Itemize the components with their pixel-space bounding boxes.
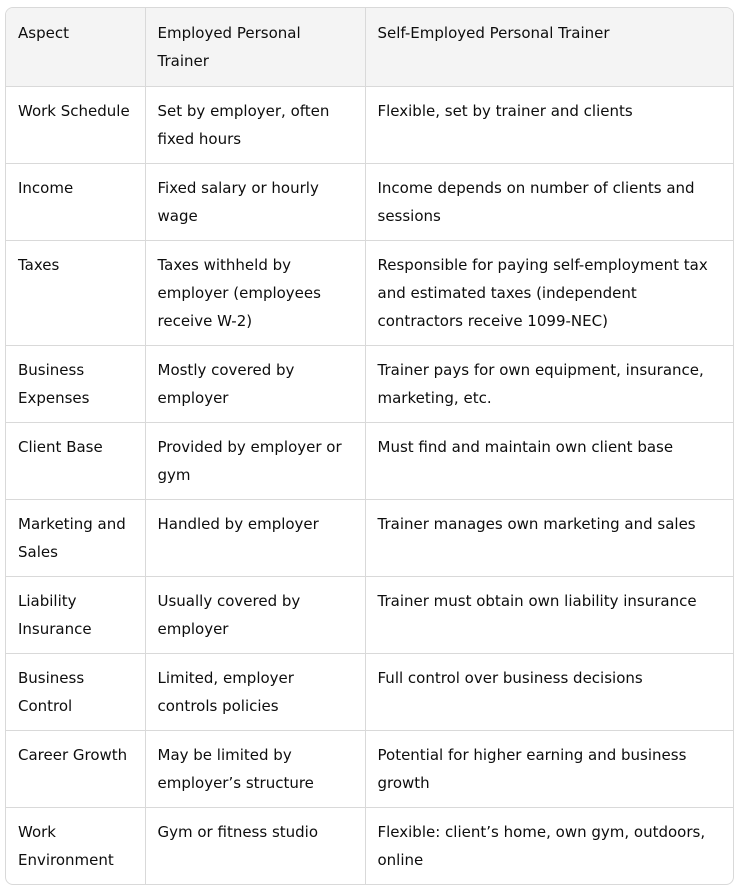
cell-self-employed: Flexible, set by trainer and clients	[365, 87, 733, 164]
cell-employed: Usually covered by employer	[145, 577, 365, 654]
cell-self-employed: Flexible: client’s home, own gym, outdoors, online	[377, 823, 706, 869]
cell-self-employed: Trainer must obtain own liability insurance	[365, 577, 733, 654]
table-row	[6, 241, 733, 346]
table-row	[6, 164, 733, 241]
cell-employed: Mostly covered by employer	[145, 346, 365, 423]
cell-self-employed: Trainer manages own marketing and sales	[365, 500, 733, 577]
table-row	[6, 731, 733, 808]
cell-self-employed: Potential for higher earning and business growth	[365, 731, 733, 808]
cell-self-employed: Trainer pays for own equipment, insurance, marketing, etc.	[365, 346, 733, 423]
cell-self-employed: Full control over business decisions	[365, 654, 733, 731]
cell-employed: Set by employer, often fixed hours	[145, 87, 365, 164]
cell-aspect: Business Control	[6, 654, 145, 731]
cell-aspect: Client Base	[6, 423, 145, 500]
cell-aspect: Work Environment	[6, 808, 145, 885]
cell-employed: Gym or fitness studio	[145, 808, 365, 885]
table-row	[6, 808, 733, 885]
cell-aspect: Business Expenses	[6, 346, 145, 423]
table-row	[6, 346, 733, 423]
table-body	[6, 87, 733, 885]
cell-employed: Taxes withheld by employer (employees receive W-2)	[145, 241, 365, 346]
cell-employed: Handled by employer	[145, 500, 365, 577]
cell-self-employed: Responsible for paying self-employment tax and estimated taxes (independent contractors receive 1099-NEC)	[365, 241, 733, 346]
table-row	[6, 654, 733, 731]
cell-employed: Provided by employer or gym	[145, 423, 365, 500]
cell-self-employed: Must find and maintain own client base	[365, 423, 733, 500]
header-row	[6, 8, 733, 87]
header-self-employed: Self-Employed Personal Trainer	[365, 8, 733, 87]
table-row	[6, 87, 733, 164]
cell-aspect: Liability Insurance	[6, 577, 145, 654]
table-header	[6, 8, 733, 87]
cell-aspect: Taxes	[6, 241, 145, 346]
cell-aspect: Marketing and Sales	[6, 500, 145, 577]
cell-aspect: Work Schedule	[6, 87, 145, 164]
cell-employed: Limited, employer controls policies	[145, 654, 365, 731]
table-row	[6, 577, 733, 654]
cell-employed: May be limited by employer’s structure	[145, 731, 365, 808]
cell-employed: Fixed salary or hourly wage	[145, 164, 365, 241]
header-aspect: Aspect	[6, 8, 145, 87]
cell-aspect: Career Growth	[6, 731, 145, 808]
cell-aspect: Income	[6, 164, 145, 241]
table-row	[6, 423, 733, 500]
cell-self-employed: Income depends on number of clients and sessions	[365, 164, 733, 241]
header-employed: Employed Personal Trainer	[145, 8, 365, 87]
comparison-table	[6, 8, 733, 884]
table-row	[6, 500, 733, 577]
comparison-table-container	[5, 7, 734, 885]
